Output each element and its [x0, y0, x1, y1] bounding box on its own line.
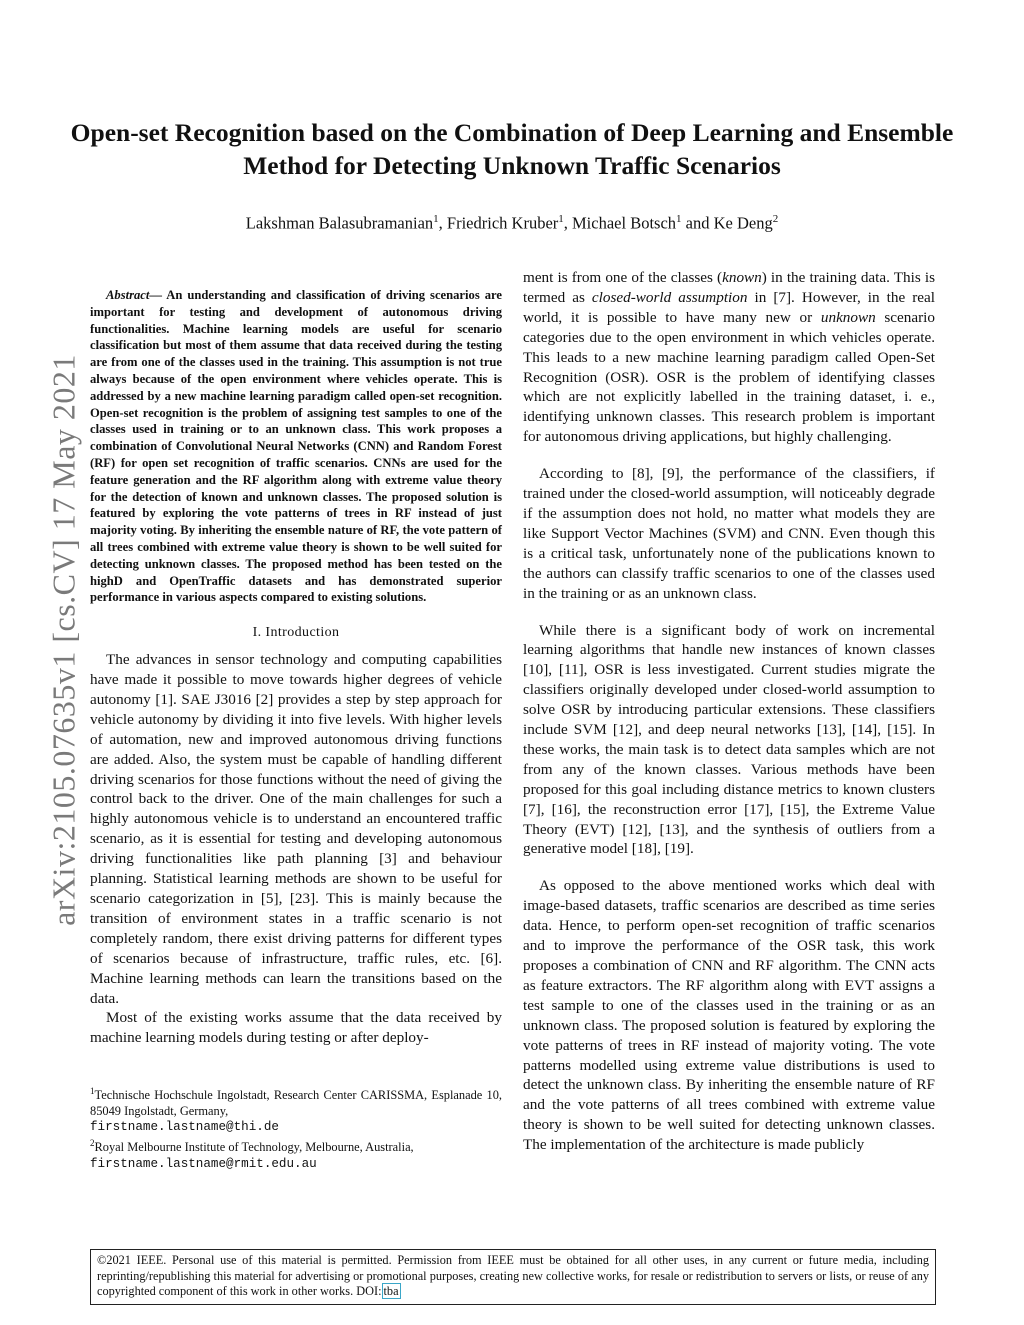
- body-paragraph: As opposed to the above mentioned works which deal with image-based datasets, traffic scenarios are described as time series data. Hence, to perform open-set recognition of traffic scenarios and to improve the performance of the OSR task, this work proposes a combination of CNN and RF algorithm. The CNN acts as feature extractors. The RF algorithm along with EVT assigns a test sample to one of the classes used in the training or as an unknown class. The proposed solution is featured by exploring the vote patterns of trees in RF instead of majority voting. The vote patterns modelled using extreme value distributions is used to detect the unknown class. By inheriting the ensemble nature of RF and the vote patterns of all trees combined with extreme value theory is shown to be well suited for detecting unknown classes. The implementation of the architecture is made publicly: [523, 877, 935, 1154]
- abstract-dash: —: [149, 288, 167, 302]
- section-heading-introduction: I. Introduction: [252, 625, 340, 641]
- emphasis-term: closed-world assumption: [591, 288, 748, 306]
- paper-title: Open-set Recognition based on the Combination of Deep Learning and Ensemble Method for Detecting Unknown Traffic Scenarios: [70, 118, 954, 180]
- author-affiliation-mark: 1: [676, 213, 682, 225]
- abstract-label: Abstract: [106, 288, 150, 302]
- author-name: Ke Deng: [713, 213, 773, 233]
- body-paragraph: While there is a significant body of work on incremental learning algorithms that handle new instances of known classes [10], [11], OSR is less investigated. Current studies migrate the classifiers originally developed under closed-world assumption to solve OSR by introducing particular extensions. These classifiers include SVM [12], and deep neural networks [13], [14], [15]. In these works, the main task is to detect data samples which are not from any of the known classes. Various methods have been proposed for this goal including distance metrics to known clusters [7], [16], the reconstruction error [17], [15], the Extreme Value Theory (EVT) [12], [13], and the synthesis of outliers from a generative model [18], [19].: [523, 621, 935, 858]
- text-run: scenario categories due to the open environment in which vehicles operate. This leads to a new machine learning paradigm called Open-Set Recognition (OSR). OSR is the problem of identifying classes which are not explicitly labelled in the training dataset, i. e., identifying unknown classes. This research problem is important for autonomous driving applications, but highly challenging.: [523, 308, 935, 446]
- text-run: ) in the training data. This is termed as: [523, 269, 935, 306]
- right-column: [523, 268, 935, 1172]
- author-affiliation-mark: 1: [558, 213, 564, 225]
- copyright-notice: [90, 1249, 936, 1305]
- footnote-text: Royal Melbourne Institute of Technology, Melbourne, Australia,: [94, 1140, 414, 1155]
- footnote-1: [90, 1084, 502, 1136]
- author-list: [60, 208, 964, 235]
- author-name: Michael Botsch: [572, 213, 677, 233]
- intro-paragraph: Most of the existing works assume that the data received by machine learning models during testing or after deploy-: [90, 1009, 502, 1047]
- text-run: in [7]. However, in the real world, it is possible to have many new or: [523, 288, 935, 326]
- author-separator: and: [681, 213, 714, 233]
- author-separator: ,: [563, 213, 573, 233]
- author-name: Friedrich Kruber: [446, 213, 559, 233]
- footnote-text: Technische Hochschule Ingolstadt, Research Center CARISSMA, Esplanade 10, 85049 Ingolstadt, Germany,: [90, 1088, 502, 1118]
- doi-link[interactable]: tba: [383, 1284, 399, 1299]
- body-paragraph: [523, 268, 935, 447]
- footnote-email: firstname.lastname@thi.de: [90, 1120, 279, 1135]
- author-affiliation-mark: 2: [772, 213, 779, 225]
- author-name: Lakshman Balasubramanian: [245, 213, 434, 233]
- math-term: known: [722, 269, 762, 286]
- abstract-text: An understanding and classification of driving scenarios are important for testing and development of autonomous driving functionalities. Machine learning models are useful for scenario classification but most of them assume that data received during the testing are from one of the classes used in the training. This assumption is not true always because of the open environment where vehicles operate. This is addressed by a new machine learning paradigm called open-set recognition. Open-set recognition is the problem of assigning test samples to one of the classes used in training or to an unknown class. This work proposes a combination of Convolutional Neural Networks (CNN) and Random Forest (RF) for open set recognition of traffic scenarios. CNNs are used for the feature generation and the RF algorithm along with extreme value theory for the detection of known and unknown classes. The proposed solution is featured by exploring the vote patterns of trees in RF instead of just majority voting. By inheriting the ensemble nature of RF, the vote pattern of all trees combined with extreme value theory is shown to be well suited for detecting unknown classes. The proposed method has been tested on the highD and OpenTraffic datasets and has demonstrated superior performance in various aspects compared to existing solutions.: [90, 288, 502, 605]
- copyright-text: ©2021 IEEE. Personal use of this material is permitted. Permission from IEEE must be obtained for all other uses, in any current or future media, including reprinting/republishing this material for advertising or promotional purposes, creating new collective works, for resale or redistribution to servers or lists, or reuse of any copyrighted component of this work in other works. DOI:: [97, 1253, 929, 1299]
- text-run: ment is from one of the classes (: [523, 269, 723, 286]
- footnote-mark: 2: [90, 1137, 95, 1148]
- affiliation-footnotes: [90, 1084, 502, 1172]
- author-separator: ,: [438, 213, 447, 233]
- math-term: unknown: [820, 308, 876, 326]
- footnote-email: firstname.lastname@rmit.edu.au: [90, 1156, 317, 1171]
- footnote-2: [90, 1136, 502, 1172]
- arxiv-identifier-stamp: arXiv:2105.07635v1 [cs.CV] 17 May 2021: [45, 354, 82, 926]
- left-column: [90, 287, 502, 1172]
- intro-paragraph: The advances in sensor technology and computing capabilities have made it possible to move towards higher degrees of vehicle autonomy [1]. SAE J3016 [2] provides a step by step approach for vehicle autonomy by dividing it into five levels. With higher levels of automation, new and improved autonomous driving functions are added. Also, the system must be capable of handling different driving scenarios for those functions without the need of giving the control back to the driver. One of the main challenges for such a highly autonomous vehicle is to understand an encountered traffic scenario, as it is essential for testing and developing autonomous driving functionalities like path planning [3] and behaviour planning. Statistical learning methods are shown to be useful for scenario categorization in [5], [23]. This is mainly because the transition of environment states in a traffic scenario is not completely random, there exist driving patterns for different types of scenarios because of infrastructure, traffic rules, etc. [6]. Machine learning methods can learn the transitions based on the data.: [90, 651, 502, 1007]
- footnote-mark: 1: [90, 1086, 95, 1097]
- author-affiliation-mark: 1: [433, 213, 439, 225]
- body-paragraph: According to [8], [9], the performance of the classifiers, if trained under the closed-world assumption, will noticeably degrade if the assumption does not hold, no matter what models they are like Support Vector Machines (SVM) and CNN. Even though this is a critical task, unfortunately none of the publications known to the authors can classify traffic scenarios to one of the classes used in the training or as an unknown class.: [523, 465, 935, 602]
- abstract: [90, 287, 502, 606]
